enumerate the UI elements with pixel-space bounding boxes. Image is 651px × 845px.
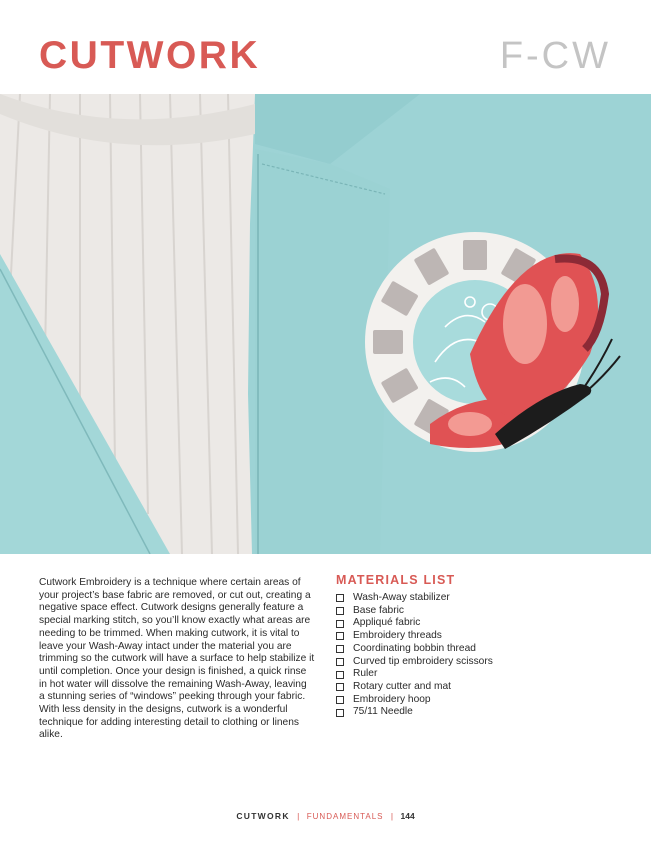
list-item [336,681,616,694]
checkbox-icon[interactable] [336,620,344,628]
list-item [336,656,616,669]
page-number: 144 [400,811,415,821]
material-label: 75/11 Needle [353,706,413,718]
material-label: Appliqué fabric [353,617,421,629]
list-item [336,706,616,719]
list-item [336,592,616,605]
checkbox-icon[interactable] [336,683,344,691]
material-label: Base fabric [353,604,404,616]
material-label: Rotary cutter and mat [353,680,451,692]
materials-heading: MATERIALS LIST [336,573,456,587]
materials-items [336,592,616,719]
list-item [336,643,616,656]
footer-separator: | [390,811,394,821]
page-footer [0,810,651,823]
material-label: Wash-Away stabilizer [353,592,450,603]
checkbox-icon[interactable] [336,671,344,679]
checkbox-icon[interactable] [336,632,344,640]
material-label: Ruler [353,668,378,680]
list-item [336,630,616,643]
page-code: F-CW [499,35,611,77]
material-label: Embroidery threads [353,630,442,642]
material-label: Coordinating bobbin thread [353,642,476,654]
checkbox-icon[interactable] [336,594,344,602]
material-label: Curved tip embroidery scissors [353,655,493,667]
page-title: CUTWORK [39,34,261,77]
list-item [336,617,616,630]
intro-paragraph: Cutwork Embroidery is a technique where certain areas of your project’s base fabric are removed, or cut out, creating a negative space effect. Cutwork designs generally feature a special marking stitch, so you’ll know exactly what areas are needing to be trimmed. When making cutwork, it is vital to leave your Wash-Away intact under the material you are trimming so the cutwork will have a surface to help stabilize it until completion. Once your design is finished, a quick rinse in hot water will dissolve the remaining Wash-Away, leaving a stunning series of “windows” peeking through your fabric. With less density in the designs, cutwork is a wonderful technique for adding interesting detail to clothing or linens alike. [39,577,315,741]
hero-photo [0,94,651,554]
list-item [336,605,616,618]
checkbox-icon[interactable] [336,645,344,653]
footer-category: FUNDAMENTALS [306,812,384,821]
checkbox-icon[interactable] [336,658,344,666]
checkbox-icon[interactable] [336,696,344,704]
page-header [0,0,651,94]
list-item [336,694,616,707]
footer-section: CUTWORK [236,811,290,821]
material-label: Embroidery hoop [353,693,431,705]
materials-list [336,572,616,719]
list-item [336,668,616,681]
footer-separator: | [297,811,300,821]
checkbox-icon[interactable] [336,607,344,615]
checkbox-icon[interactable] [336,709,344,717]
